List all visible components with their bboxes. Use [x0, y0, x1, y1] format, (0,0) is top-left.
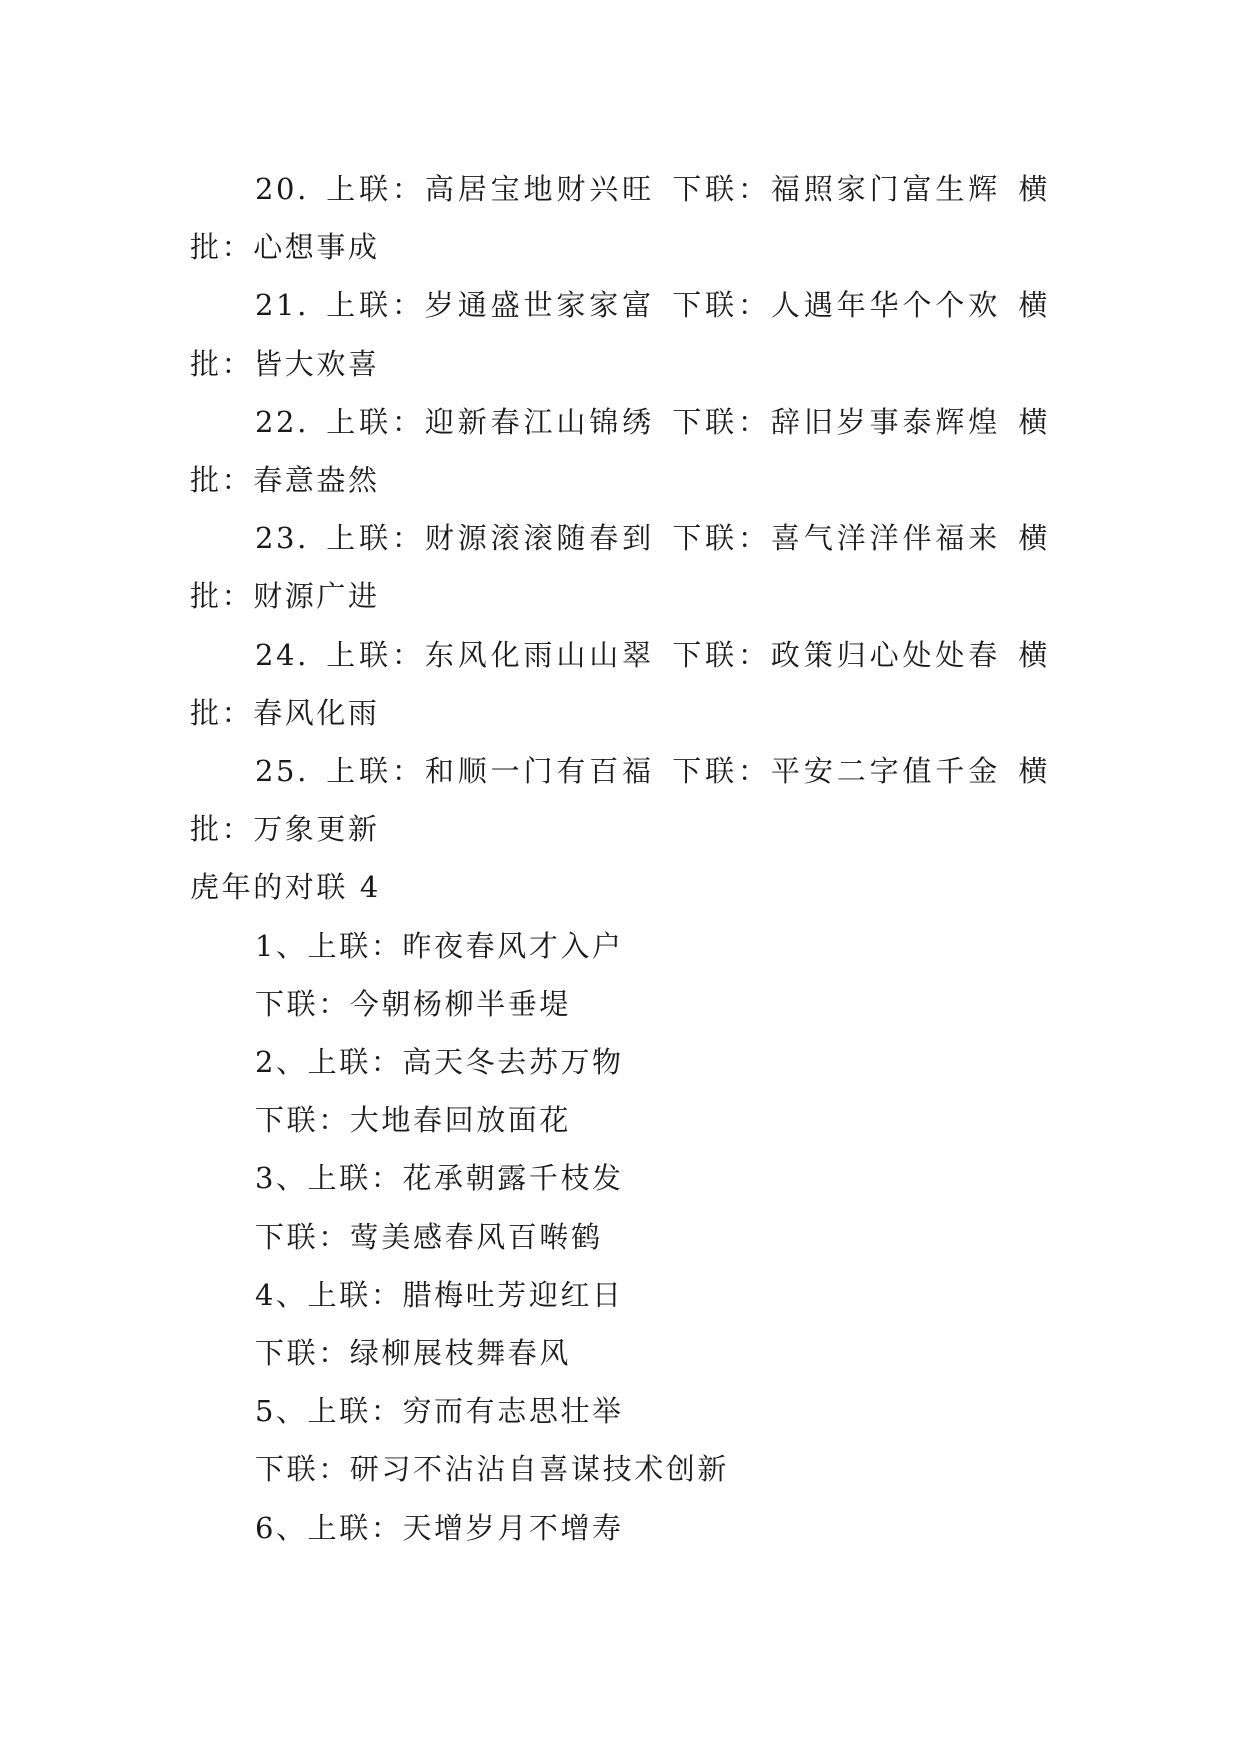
couplet-paragraph-20: 20. 上联：高居宝地财兴旺 下联：福照家门富生辉 横批：心想事成 — [190, 172, 1050, 265]
document-body — [190, 160, 1050, 1557]
couplet-5-upper: 5、上联：穷而有志思壮举 — [255, 1394, 624, 1429]
couplet-3-upper: 3、上联：花承朝露千枝发 — [255, 1161, 624, 1196]
couplet-paragraph-25: 25. 上联：和顺一门有百福 下联：平安二字值千金 横批：万象更新 — [190, 754, 1050, 847]
couplet-paragraph-21: 21. 上联：岁通盛世家家富 下联：人遇年华个个欢 横批：皆大欢喜 — [190, 288, 1050, 381]
couplet-3-lower: 下联：莺美感春风百啭鹤 — [255, 1219, 603, 1254]
couplet-paragraph-22: 22. 上联：迎新春江山锦绣 下联：辞旧岁事泰辉煌 横批：春意盎然 — [190, 404, 1050, 498]
couplet-5-lower: 下联：研习不沾沾自喜谋技术创新 — [255, 1452, 730, 1487]
section-title: 虎年的对联 4 — [190, 870, 381, 905]
couplet-1-lower: 下联：今朝杨柳半垂堤 — [255, 986, 572, 1021]
couplet-6-upper: 6、上联：天增岁月不增寿 — [255, 1510, 624, 1545]
couplet-2-upper: 2、上联：高天冬去苏万物 — [255, 1045, 624, 1080]
couplet-paragraph-24: 24. 上联：东风化雨山山翠 下联：政策归心处处春 横批：春风化雨 — [190, 637, 1050, 730]
couplet-2-lower: 下联：大地春回放面花 — [255, 1103, 572, 1138]
couplet-1-upper: 1、上联：昨夜春风才入户 — [255, 928, 624, 963]
couplet-4-lower: 下联：绿柳展枝舞春风 — [255, 1336, 572, 1371]
couplet-paragraph-23: 23. 上联：财源滚滚随春到 下联：喜气洋洋伴福来 横批：财源广进 — [190, 521, 1050, 614]
couplet-4-upper: 4、上联：腊梅吐芳迎红日 — [255, 1277, 624, 1312]
